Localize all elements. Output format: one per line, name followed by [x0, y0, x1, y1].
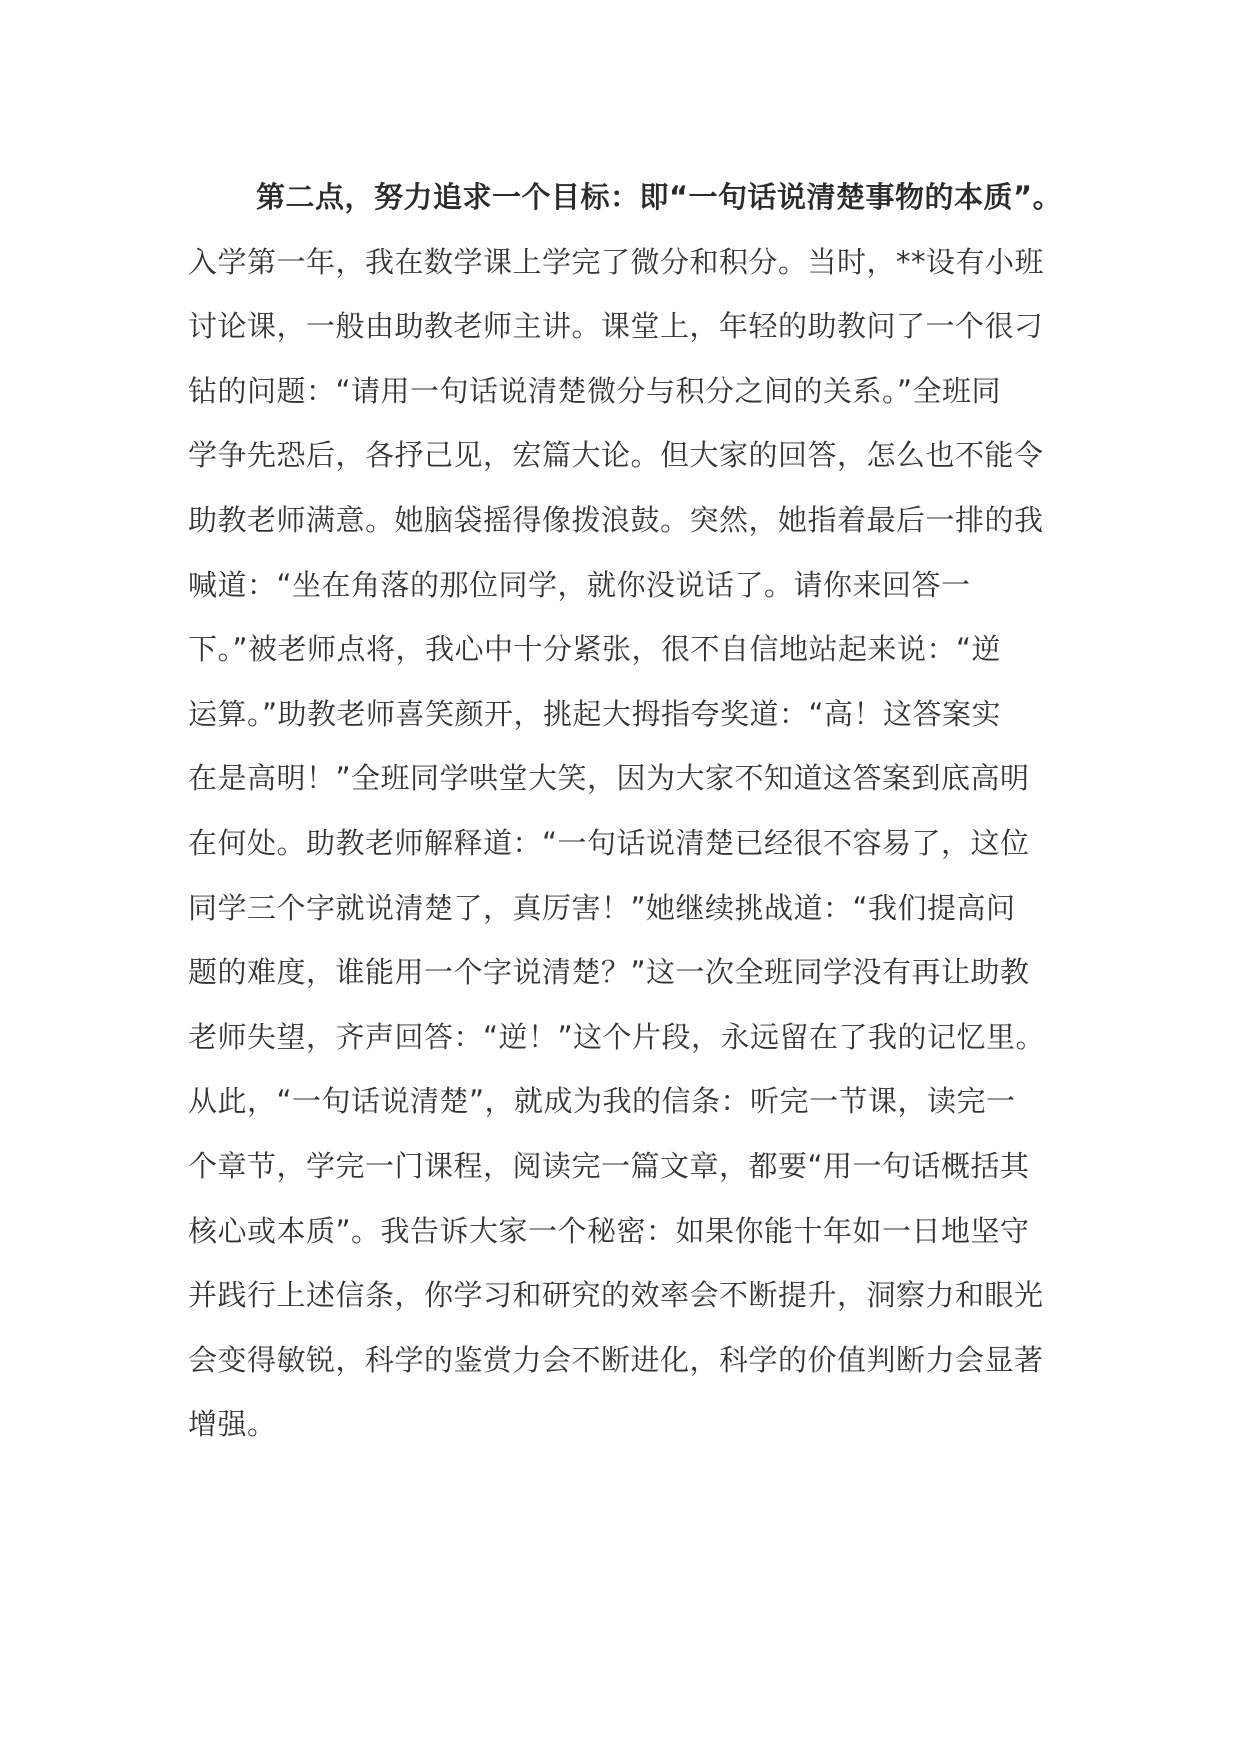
- paragraph-line: 题的难度，谁能用一个字说清楚？”这一次全班同学没有再让助教: [188, 955, 1030, 990]
- paragraph-line: 增强。: [188, 1407, 277, 1442]
- paragraph-line: 学争先恐后，各抒己见，宏篇大论。但大家的回答，怎么也不能令: [188, 438, 1044, 473]
- paragraph-line: 老师失望，齐声回答：“逆！”这个片段，永远留在了我的记忆里。: [188, 1019, 1046, 1054]
- paragraph-line: 入学第一年，我在数学课上学完了微分和积分。当时，**设有小班: [188, 244, 1045, 279]
- paragraph-line: 钻的问题：“请用一句话说清楚微分与积分之间的关系。”全班同: [188, 373, 1002, 408]
- paragraph-line: 喊道：“坐在角落的那位同学，就你没说话了。请你来回答一: [188, 567, 971, 602]
- paragraph-line: 运算。”助教老师喜笑颜开，挑起大拇指夸奖道：“高！这答案实: [188, 696, 1002, 731]
- paragraph-line: 下。”被老师点将，我心中十分紧张，很不自信地站起来说：“逆: [188, 632, 1002, 667]
- paragraph-line: 在是高明！”全班同学哄堂大笑，因为大家不知道这答案到底高明: [188, 761, 1030, 796]
- paragraph-line: 会变得敏锐，科学的鉴赏力会不断进化，科学的价值判断力会显著: [188, 1342, 1044, 1377]
- paragraph-line: 讨论课，一般由助教老师主讲。课堂上，年轻的助教问了一个很刁: [188, 309, 1044, 344]
- document-body: [188, 165, 1068, 1457]
- paragraph-line: 同学三个字就说清楚了，真厉害！”她继续挑战道：“我们提高问: [188, 890, 1016, 925]
- paragraph-line: 核心或本质”。我告诉大家一个秘密：如果你能十年如一日地坚守: [188, 1213, 1030, 1248]
- paragraph-line: 个章节，学完一门课程，阅读完一篇文章，都要“用一句话概括其: [188, 1148, 1030, 1183]
- section-heading: 第二点，努力追求一个目标：即“一句话说清楚事物的本质”。: [256, 180, 1063, 214]
- paragraph-line: 助教老师满意。她脑袋摇得像拨浪鼓。突然，她指着最后一排的我: [188, 502, 1044, 537]
- paragraph-line: 并践行上述信条，你学习和研究的效率会不断提升，洞察力和眼光: [188, 1278, 1044, 1313]
- paragraph-line: 从此，“一句话说清楚”，就成为我的信条：听完一节课，读完一: [188, 1084, 1016, 1119]
- paragraph-line: 在何处。助教老师解释道：“一句话说清楚已经很不容易了，这位: [188, 825, 1030, 860]
